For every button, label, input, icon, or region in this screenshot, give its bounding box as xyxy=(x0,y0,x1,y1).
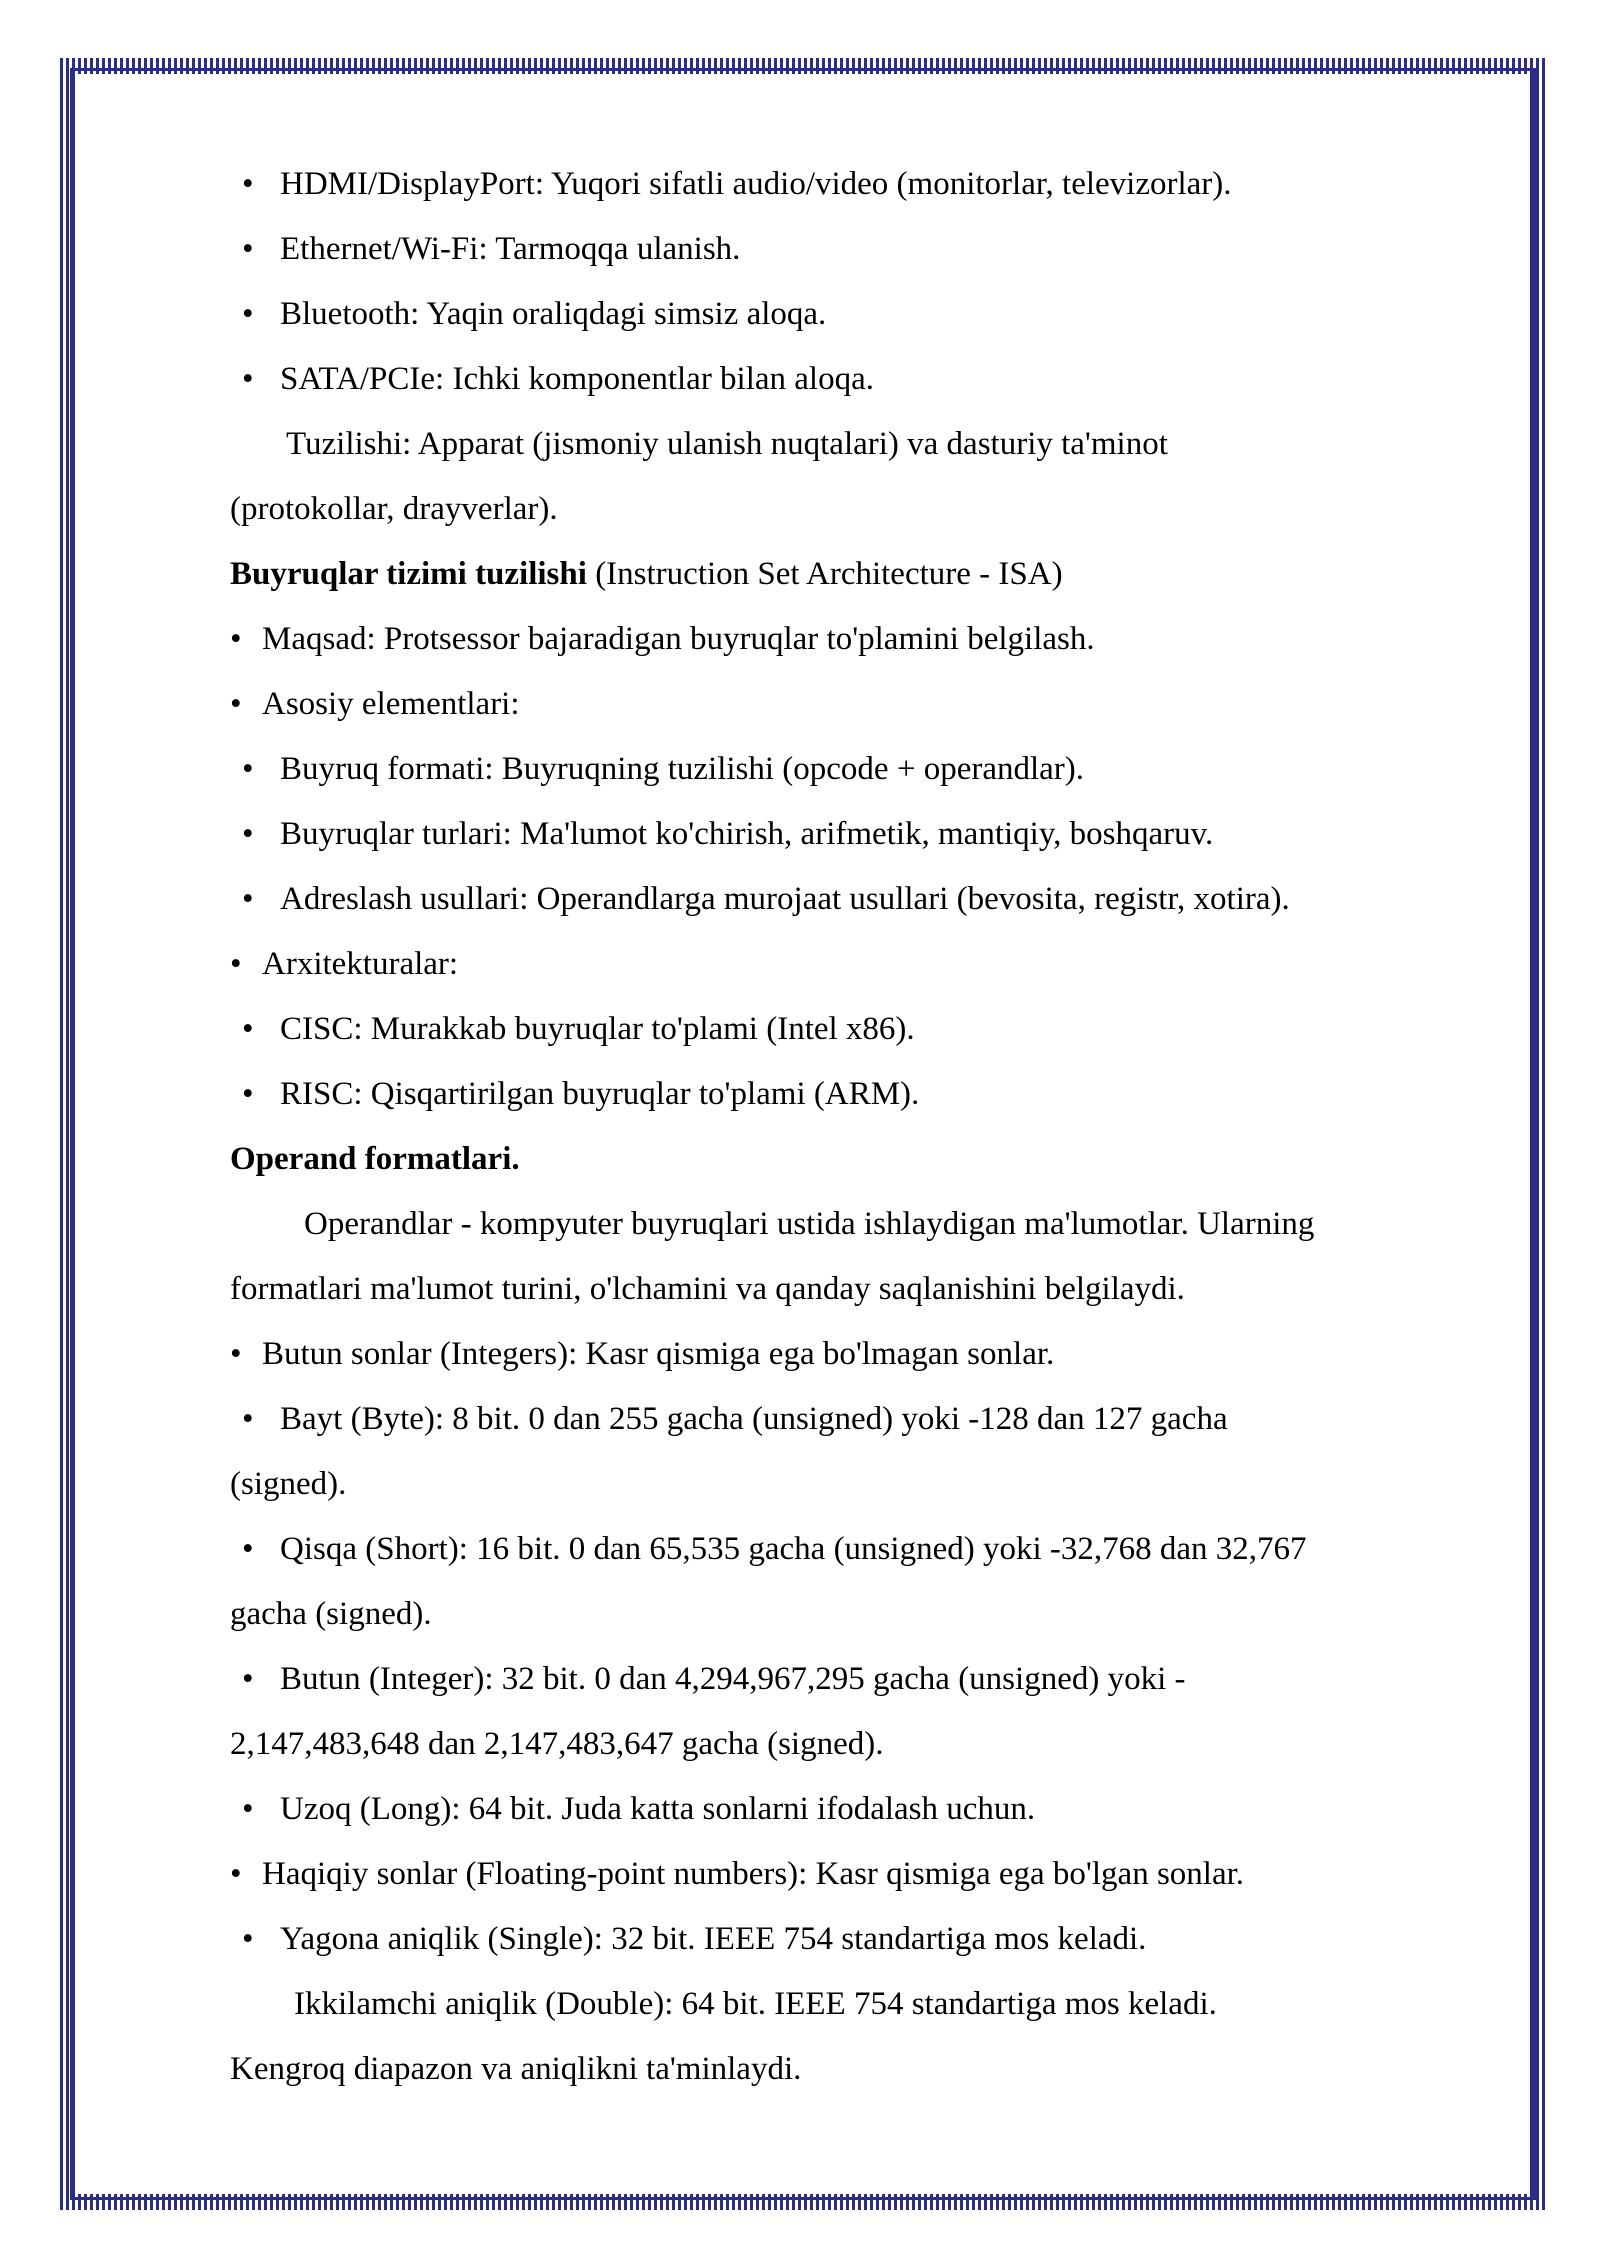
bullet-item xyxy=(230,1517,1470,1582)
bullet-icon: • xyxy=(242,751,254,787)
bullet-icon: • xyxy=(230,1336,242,1372)
bullet-text: Buyruq formati: Buyruqning tuzilishi (opcode + operandlar). xyxy=(280,751,1085,787)
bullet-text: Haqiqiy sonlar (Floating-point numbers): Kasr qismiga ega bo'lgan sonlar. xyxy=(262,1856,1245,1892)
bullet-item xyxy=(230,997,1470,1062)
bullet-text: Arxitekturalar: xyxy=(262,946,459,982)
bullet-icon: • xyxy=(242,1921,254,1957)
bullet-text: Uzoq (Long): 64 bit. Juda katta sonlarni ifodalash uchun. xyxy=(280,1791,1036,1827)
bullet-icon: • xyxy=(242,1791,254,1827)
bullet-icon: • xyxy=(242,1661,254,1697)
paragraph-line: Operandlar - kompyuter buyruqlari ustida ishlaydigan ma'lumotlar. Ularning xyxy=(304,1206,1315,1242)
bullet-icon: • xyxy=(230,1856,242,1892)
document-body xyxy=(230,152,1470,2102)
bullet-icon: • xyxy=(242,816,254,852)
bullet-text: CISC: Murakkab buyruqlar to'plami (Intel x86). xyxy=(280,1011,915,1047)
bullet-icon: • xyxy=(242,1531,254,1567)
bullet-text: Adreslash usullari: Operandlarga murojaat usullari (bevosita, registr, xotira). xyxy=(280,881,1290,917)
paragraph-line: Kengroq diapazon va aniqlikni ta'minlaydi. xyxy=(230,2051,802,2087)
bullet-item xyxy=(230,282,1470,347)
section-heading xyxy=(230,1127,1470,1192)
bullet-text: Buyruqlar turlari: Ma'lumot ko'chirish, arifmetik, mantiqiy, boshqaruv. xyxy=(280,816,1214,852)
paragraph-line: Ikkilamchi aniqlik (Double): 64 bit. IEEE 754 standartiga mos keladi. xyxy=(294,1986,1217,2022)
bullet-text: RISC: Qisqartirilgan buyruqlar to'plami (ARM). xyxy=(280,1076,920,1112)
bullet-text: Maqsad: Protsessor bajaradigan buyruqlar to'plamini belgilash. xyxy=(262,621,1095,657)
bullet-item xyxy=(230,347,1470,412)
bullet-text: HDMI/DisplayPort: Yuqori sifatli audio/video (monitorlar, televizorlar). xyxy=(280,166,1232,202)
heading-rest-text: (Instruction Set Architecture - ISA) xyxy=(586,556,1063,592)
bullet-icon: • xyxy=(242,361,254,397)
bullet-item xyxy=(230,1647,1470,1712)
paragraph-line: gacha (signed). xyxy=(230,1596,432,1632)
bullet-icon: • xyxy=(242,296,254,332)
bullet-item xyxy=(230,932,1470,997)
bullet-icon: • xyxy=(230,946,242,982)
bullet-text: Ethernet/Wi-Fi: Tarmoqqa ulanish. xyxy=(280,231,741,267)
bullet-icon: • xyxy=(242,1401,254,1437)
bullet-item xyxy=(230,1322,1470,1387)
section-heading xyxy=(230,542,1470,607)
heading-bold-text: Operand formatlari. xyxy=(230,1141,520,1177)
bullet-text: Asosiy elementlari: xyxy=(262,686,520,722)
bullet-icon: • xyxy=(230,686,242,722)
bullet-text: Bayt (Byte): 8 bit. 0 dan 255 gacha (unsigned) yoki -128 dan 127 gacha xyxy=(280,1401,1228,1437)
paragraph-line: formatlari ma'lumot turini, o'lchamini va qanday saqlanishini belgilaydi. xyxy=(230,1271,1185,1307)
bullet-text: Butun sonlar (Integers): Kasr qismiga ega bo'lmagan sonlar. xyxy=(262,1336,1055,1372)
bullet-item xyxy=(230,217,1470,282)
paragraph-line: Tuzilishi: Apparat (jismoniy ulanish nuqtalari) va dasturiy ta'minot xyxy=(286,426,1168,462)
bullet-item xyxy=(230,607,1470,672)
bullet-icon: • xyxy=(242,231,254,267)
paragraph-line: (signed). xyxy=(230,1466,347,1502)
bullet-item xyxy=(230,1842,1470,1907)
bullet-icon: • xyxy=(230,621,242,657)
bullet-icon: • xyxy=(242,166,254,202)
bullet-item xyxy=(230,1777,1470,1842)
paragraph-line: 2,147,483,648 dan 2,147,483,647 gacha (signed). xyxy=(230,1726,884,1762)
bullet-icon: • xyxy=(242,1076,254,1112)
bullet-item xyxy=(230,1907,1470,1972)
bullet-text: Yagona aniqlik (Single): 32 bit. IEEE 754 standartiga mos keladi. xyxy=(280,1921,1147,1957)
bullet-item xyxy=(230,672,1470,737)
bullet-item xyxy=(230,737,1470,802)
bullet-text: SATA/PCIe: Ichki komponentlar bilan aloqa. xyxy=(280,361,874,397)
bullet-item xyxy=(230,1387,1470,1452)
bullet-text: Bluetooth: Yaqin oraliqdagi simsiz aloqa. xyxy=(280,296,827,332)
bullet-text: Qisqa (Short): 16 bit. 0 dan 65,535 gacha (unsigned) yoki -32,768 dan 32,767 xyxy=(280,1531,1307,1567)
bullet-item xyxy=(230,802,1470,867)
heading-bold-text: Buyruqlar tizimi tuzilishi xyxy=(230,556,587,592)
bullet-icon: • xyxy=(242,1011,254,1047)
bullet-text: Butun (Integer): 32 bit. 0 dan 4,294,967,295 gacha (unsigned) yoki - xyxy=(280,1661,1186,1697)
bullet-item xyxy=(230,1062,1470,1127)
paragraph-line: (protokollar, drayverlar). xyxy=(230,491,558,527)
bullet-icon: • xyxy=(242,881,254,917)
bullet-item xyxy=(230,152,1470,217)
bullet-item xyxy=(230,867,1470,932)
